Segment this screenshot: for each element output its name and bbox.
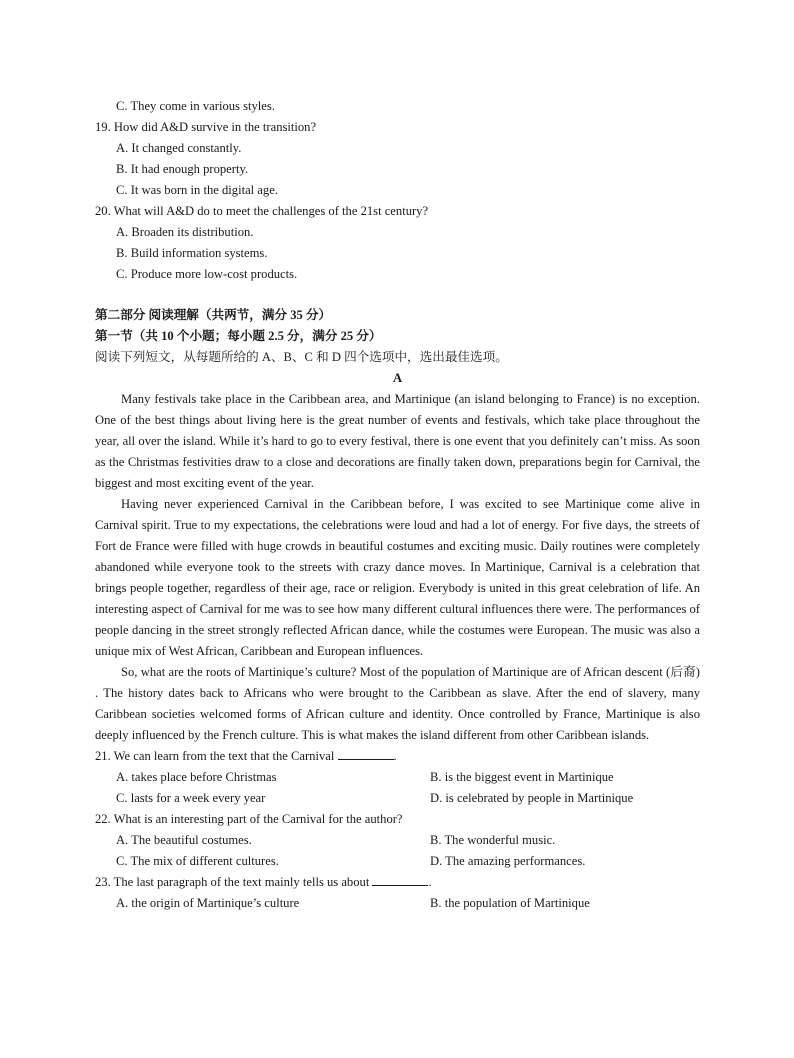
- q19-stem: 19. How did A&D survive in the transition?: [95, 120, 317, 134]
- q22-option-a: A. The beautiful costumes.: [116, 833, 252, 847]
- q22-option-c: C. The mix of different cultures.: [116, 854, 279, 868]
- q21-stem-text: 21. We can learn from the text that the Carnival: [95, 749, 335, 763]
- q21-options-row-1: [95, 767, 700, 788]
- q22-options-row-1: [95, 830, 700, 851]
- q23-option-a: A. the origin of Martinique’s culture: [116, 896, 300, 910]
- q23-stem-text: 23. The last paragraph of the text mainly tells us about: [95, 875, 370, 889]
- q20-option-c: C. Produce more low-cost products.: [116, 267, 298, 281]
- q20-stem: 20. What will A&D do to meet the challenges of the 21st century?: [95, 204, 429, 218]
- q21-stem-end: .: [393, 749, 397, 763]
- passage-paragraph-3: So, what are the roots of Martinique’s culture? Most of the population of Martinique are of African descent (后裔) . The history dates back to Africans who were brought to the Caribbean as slave. After the end of slavery, many Caribbean societies welcomed forms of African culture and identity. Once controlled by France, Martinique is also deeply influenced by the French culture. This is what makes the island different from other Caribbean islands.: [95, 665, 700, 742]
- q23-option-b: B. the population of Martinique: [430, 896, 590, 910]
- q18-option-c: C. They come in various styles.: [116, 99, 275, 113]
- q20-option-a: A. Broaden its distribution.: [116, 225, 254, 239]
- q21-option-a: A. takes place before Christmas: [116, 770, 277, 784]
- section1-title: 第一节（共 10 个小题；每小题 2.5 分，满分 25 分）: [95, 329, 382, 343]
- q22-option-d: D. The amazing performances.: [430, 854, 586, 868]
- part2-title: 第二部分 阅读理解（共两节，满分 35 分）: [95, 308, 332, 322]
- passage-label: A: [392, 371, 403, 385]
- passage-paragraph-1: Many festivals take place in the Caribbean area, and Martinique (an island belonging to France) is no exception. One of the best things about living here is the great number of events and festivals, which take place throughout the year, all over the island. While it’s hard to go to every festival, there is one event that you definitely can’t miss. As soon as the Christmas festivities draw to a close and decorations are finally taken down, preparations begin for Carnival, the biggest and most exciting event of the year.: [95, 392, 700, 490]
- q21-options-row-2: [95, 788, 700, 809]
- q22-stem: 22. What is an interesting part of the Carnival for the author?: [95, 812, 403, 826]
- q22-option-b: B. The wonderful music.: [430, 833, 556, 847]
- instructions: 阅读下列短文，从每题所给的 A、B、C 和 D 四个选项中，选出最佳选项。: [95, 350, 508, 364]
- passage-paragraph-2: Having never experienced Carnival in the Caribbean before, I was excited to see Martinique come alive in Carnival spirit. True to my expectations, the celebrations were loud and had a lot of energy. For five days, the streets of Fort de France were filled with huge crowds in beautiful costumes and exciting music. Daily routines were completely abandoned while everyone took to the streets with crazy dance moves. In Martinique, Carnival is a celebration that brings people together, regardless of their age, race or religion. Everybody is united in this great celebration of life. An interesting aspect of Carnival for me was to see how many different cultural influences there were. The performances of people dancing in the street strongly reflected African dance, while the costumes were European. The music was also a unique mix of West African, Caribbean and European influences.: [95, 497, 700, 658]
- q20-option-b: B. Build information systems.: [116, 246, 268, 260]
- q21-stem: [95, 746, 700, 767]
- q21-option-d: D. is celebrated by people in Martinique: [430, 791, 634, 805]
- q23-stem-end: .: [428, 875, 432, 889]
- section-spacer: [95, 285, 700, 305]
- q22-options-row-2: [95, 851, 700, 872]
- q19-option-a: A. It changed constantly.: [116, 141, 242, 155]
- answer-blank: [372, 873, 428, 886]
- q21-option-c: C. lasts for a week every year: [116, 791, 266, 805]
- q21-option-b: B. is the biggest event in Martinique: [430, 770, 614, 784]
- exam-page: [95, 96, 700, 914]
- q19-option-b: B. It had enough property.: [116, 162, 249, 176]
- q19-option-c: C. It was born in the digital age.: [116, 183, 278, 197]
- q23-options-row-1: [95, 893, 700, 914]
- q23-stem: [95, 872, 700, 893]
- answer-blank: [338, 747, 394, 760]
